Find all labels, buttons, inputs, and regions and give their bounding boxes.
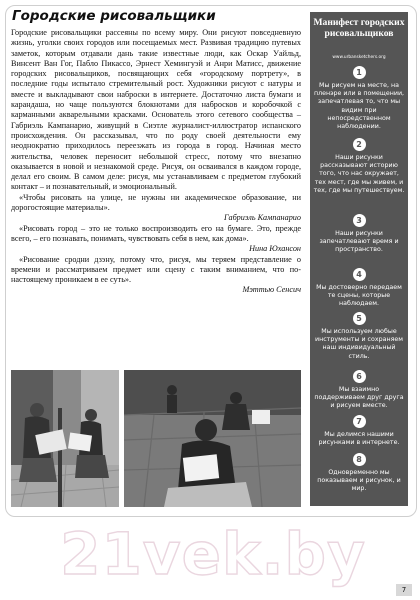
number-badge: 7 <box>353 415 366 428</box>
manifest-item-text: Мы достоверно передаем те сцены, которые наблюдаем. <box>316 284 402 308</box>
quote-text: «Рисовать город – это не только воспроизводить его на бумаге. Это, прежде всего, – его познавать, понимать, чувствовать себя в нем, как дома». <box>11 223 301 243</box>
number-badge: 3 <box>353 214 366 227</box>
manifest-item-text: Наши рисунки рассказывают историю того, что нас окружает, тех мест, где мы живем, и тех, где мы путешествуем. <box>313 154 405 194</box>
manifest-item-text: Мы взаимно поддерживаем друг друга и рисуем вместе. <box>314 386 404 410</box>
manifest-item <box>313 370 405 411</box>
quote-author: Нина Юхансон <box>249 244 301 254</box>
quote-author: Габриэль Кампанарио <box>224 213 301 223</box>
quote-author: Мэттью Сенсич <box>242 285 301 295</box>
watermark-logo: 21vek.by <box>60 520 366 588</box>
manifest-item-text: Мы рисуем на месте, на пленэре или в помещении, запечатлевая то, что мы видим при непосредственном наблюдении. <box>313 82 405 131</box>
article-title: Городские рисовальщики <box>12 8 216 24</box>
number-badge: 6 <box>353 370 366 383</box>
manifest-item <box>313 138 405 195</box>
quote-text: «Рисование сродни дзэну, потому что, рисуя, мы теряем представление о времени и рассматриваем предмет или сцену с таким вниманием, что по-настоящему проникаем в ее суть». <box>11 254 301 285</box>
manifest-item <box>313 214 405 255</box>
manifest-url: www.urbansketchers.org <box>332 55 386 60</box>
sketcher-photo-right <box>124 370 301 507</box>
number-badge: 2 <box>353 138 366 151</box>
manifest-item <box>313 415 405 447</box>
number-badge: 5 <box>353 312 366 325</box>
article-body <box>11 28 301 296</box>
manifest-item-text: Мы используем любые инструменты и сохраняем наш индивидуальный стиль. <box>315 328 403 360</box>
manifest-item-text: Мы делимся нашими рисунками в интернете. <box>318 431 400 447</box>
page-number: 7 <box>396 584 412 596</box>
number-badge: 8 <box>353 453 366 466</box>
quote-text: «Чтобы рисовать на улице, не нужны ни академическое образование, ни дорогостоящие материалы». <box>11 192 301 213</box>
article-paragraph: Городские рисовальщики рассеяны по всему миру. Они рисуют повседневную жизнь, уголки своих городов или посещаемых мест. Развивая традицию путевых заметок, которым отдавали дань такие известные люди, как Оскар Уайльд, Винсент Ван Гог, Пабло Пикассо, Эрнест Хемингуэй и Анри Матисс, движение городских рисовальщиков, посвящающих себя «городскому портрету», в последние годы испытало стремительный рост. Художники рисуют с натуры и вместе и выкладывают свои наброски в интернете. Достаточно листа бумаги и карандаша, но чаще пользуются блокнотами для набросков и коробочкой с карманными акварельными красками. Основатель этого сетевого сообщества – Габриэль Кампанарио, живущий в Сиэтле журналист-иллюстратор испанского происхождения. Он рассказывал, что по роду своей деятельности ему неоднократно приходилось переезжать из города в город. Начиная место жительства, человек переносит небольшой стресс, потому что внезапно оказывается в новой и незнакомой среде. Рисуя, он осваивался в каждом городе, делал его своим. В самом деле: рисуя, мы устанавливаем с предметом глубокий контакт – и познавательный, и эмоциональный. <box>11 28 301 192</box>
photo-strip <box>11 370 301 510</box>
manifest-title: Манифест городских рисовальщиков <box>313 17 405 39</box>
manifest-sidebar <box>310 12 408 506</box>
manifest-item <box>313 268 405 309</box>
number-badge: 1 <box>353 66 366 79</box>
sketcher-photo-left <box>11 370 119 507</box>
manifest-item-text: Одновременно мы показываем и рисунок, и мир. <box>317 469 401 493</box>
manifest-item <box>313 66 405 131</box>
manifest-item-text: Наши рисунки запечатлевают время и пространство. <box>319 230 399 254</box>
manifest-item <box>313 453 405 494</box>
manifest-item <box>313 312 405 361</box>
number-badge: 4 <box>353 268 366 281</box>
